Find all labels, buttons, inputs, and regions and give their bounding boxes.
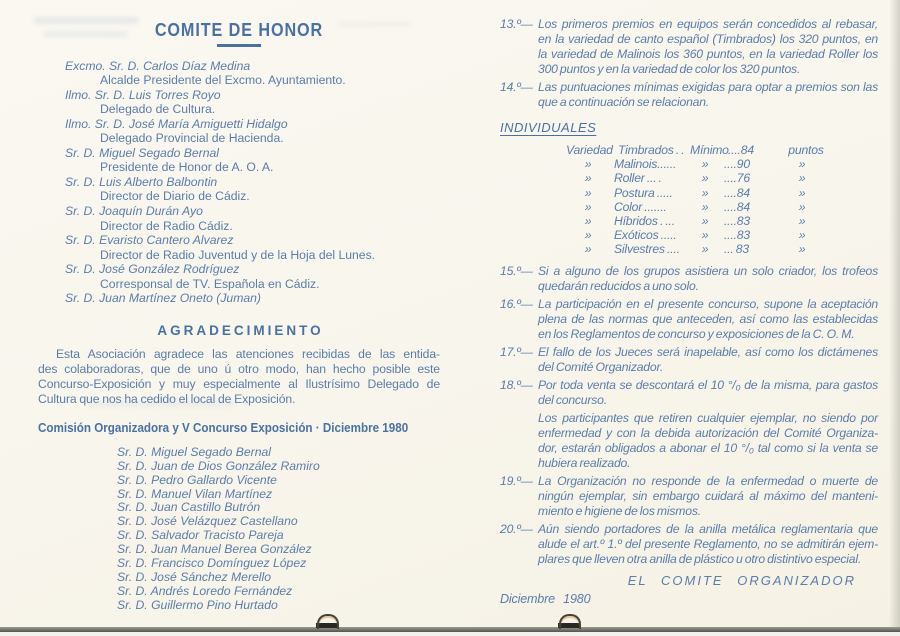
honor-member (38, 175, 440, 204)
rule-line: enfermedad y con la debida autorización del Comité Organiza- (538, 425, 878, 440)
individuales-cell: » (701, 157, 709, 172)
individuales-row (562, 200, 878, 214)
honor-member-role: Director de Diario de Cádiz. (100, 189, 250, 204)
honor-member-role: Alcalde Presidente del Excmo. Ayuntamiento. (100, 73, 346, 88)
rule-number: 15.º— (500, 263, 533, 278)
rule-number: 18.º— (500, 377, 533, 392)
agradecimiento-paragraph (38, 347, 440, 407)
individuales-cell: ....84 (728, 143, 754, 157)
paragraph-line: Concurso-Exposición y muy especialmente al Ilustrísimo Delegado de (38, 376, 440, 391)
rule-text (538, 297, 878, 342)
staple-wire (559, 614, 581, 629)
committee-member: Sr. D. Juan Manuel Berea González (117, 542, 312, 557)
rule-line: alude el art.º 1.º del presente Reglamento, no se admitirán ejem- (538, 536, 878, 551)
individuales-cell: ....84 (724, 199, 750, 214)
rule-line: plares que lleven otra anilla de plástico u otro distintivo especial. (538, 551, 862, 566)
title-underline (217, 44, 261, 47)
scan-edge-shadow (889, 0, 900, 628)
individuales-cell: ....83 (724, 214, 750, 229)
rule-line: del concurso. (538, 392, 607, 407)
individuales-cell: » (701, 228, 709, 243)
individuales-cell: » (798, 242, 806, 257)
rule-text (538, 411, 878, 471)
individuales-row (562, 186, 878, 200)
honor-member-name: Sr. D. Juan Martínez Oneto (Juman) (65, 291, 261, 306)
rule-text (538, 474, 878, 519)
honor-member-role: Presidente de Honor de A. O. A. (100, 160, 274, 175)
committee-member: Sr. D. Juan Castillo Butrón (117, 500, 261, 515)
individuales-cell: ....90 (724, 157, 750, 172)
individuales-cell: Postura ..... (614, 185, 673, 200)
rule-number: 17.º— (500, 344, 533, 359)
honor-member (38, 204, 440, 233)
individuales-cell: ... 83 (724, 242, 749, 257)
honor-member-role: Corresponsal de TV. Española en Cádiz. (100, 276, 320, 291)
individuales-cell: » (584, 157, 592, 172)
individuales-heading: INDIVIDUALES (500, 120, 597, 135)
honor-member (38, 88, 440, 117)
rule-line: quedarán reducidos a uno solo. (538, 278, 699, 293)
individuales-row (562, 143, 878, 157)
committee-member: Sr. D. José Velázquez Castellano (117, 514, 298, 529)
individuales-cell: » (798, 185, 806, 200)
individuales-row (562, 228, 878, 242)
honor-member (38, 291, 440, 306)
individuales-cell: » (584, 214, 592, 229)
rule-number (500, 411, 538, 471)
individuales-cell: puntos (788, 143, 824, 157)
rule-item (500, 411, 878, 471)
rules-15-20 (500, 264, 878, 567)
individuales-cell: » (584, 242, 592, 257)
individuales-cell: » (701, 242, 709, 257)
scanner-background (0, 632, 900, 636)
rule-line: Las puntuaciones mínimas exigidas para optar a premios son las (538, 80, 878, 94)
individuales-cell: Color ....... (614, 199, 667, 214)
individuales-cell: » (701, 171, 709, 186)
rule-item (500, 264, 878, 294)
date-line: Diciembre 1980 (500, 591, 591, 606)
rule-line: en la variedad de canto español (Timbrados) los 320 puntos, en (538, 32, 878, 46)
individuales-row (562, 242, 878, 256)
committee-member: Sr. D. Manuel Vilan Martínez (117, 486, 273, 501)
individuales-cell: Roller ... . (614, 171, 662, 186)
honor-member-name: Sr. D. Joaquín Durán Ayo (65, 203, 203, 218)
individuales-cell: Variedad (566, 143, 613, 157)
rule-line: Aún siendo portadores de la anilla metálica reglamentaria que (538, 521, 878, 536)
honor-member-role: Director de Radio Cádiz. (100, 218, 233, 233)
individuales-cell: » (701, 199, 709, 214)
committee-heading: Comisión Organizadora y V Concurso Exposición · Diciembre 1980 (38, 420, 409, 435)
individuales-cell: Mínimo (690, 143, 729, 157)
rule-line: que a continuación se relacionan. (538, 95, 709, 109)
committee-members-list (38, 446, 440, 613)
individuales-cell: » (798, 214, 806, 229)
committee-member: Sr. D. Francisco Domínguez López (117, 556, 307, 571)
individuales-cell: » (584, 199, 592, 214)
rule-item (500, 522, 878, 567)
individuales-row (562, 214, 878, 228)
individuales-table (562, 143, 878, 257)
individuales-cell: » (798, 228, 806, 243)
rule-line: plena de las normas que anteceden, así como las establecidas (538, 311, 878, 326)
honor-member-name: Excmo. Sr. D. Carlos Díaz Medina (65, 58, 251, 73)
page-left (38, 14, 440, 613)
individuales-cell: » (798, 157, 806, 172)
honor-member (38, 146, 440, 175)
paragraph-line: des colaboradoras, que de uno ú otro modo, han hecho posible este (38, 361, 440, 376)
honor-member-name: Sr. D. José González Rodríguez (65, 262, 240, 277)
honor-member-name: Ilmo. Sr. D. Luis Torres Royo (65, 87, 221, 102)
rule-number: 19.º— (500, 473, 533, 488)
committee-member: Sr. D. Andrés Loredo Fernández (117, 583, 293, 598)
rule-line: la variedad de Malinois los 360 puntos, en la variedad Roller los (538, 47, 878, 61)
individuales-row (562, 171, 878, 185)
individuales-cell: Híbridos . ... (614, 214, 675, 229)
rule-line: en los Reglamentos de concurso y exposiciones de la C. O. M. (538, 326, 855, 341)
individuales-cell: ....83 (724, 228, 750, 243)
honor-member-name: Sr. D. Miguel Segado Bernal (65, 145, 220, 160)
rule-item (500, 378, 878, 408)
rule-line: Los primeros premios en equipos serán concedidos al rebasar, (538, 17, 878, 31)
individuales-cell: ....76 (724, 171, 750, 186)
honor-member-role: Delegado de Cultura. (100, 102, 216, 117)
rule-line: Si a alguno de los grupos asistiera un solo criador, los trofeos (538, 263, 878, 278)
rule-item (500, 345, 878, 375)
honor-member (38, 262, 440, 291)
rule-number: 13.º— (500, 17, 533, 31)
rule-line: miento e higiene de los mismos. (538, 503, 701, 518)
paragraph-line: Cultura que nos ha cedido el local de Exposición. (38, 391, 296, 406)
honor-member-role: Delegado Provincial de Hacienda. (100, 131, 284, 146)
rule-line: del Comité Organizador. (538, 359, 664, 374)
honor-members-list (38, 59, 440, 306)
agradecimiento-title: AGRADECIMIENTO (157, 322, 324, 338)
committee-member: Sr. D. Guillermo Pino Hurtado (117, 597, 278, 612)
honor-member (38, 117, 440, 146)
honor-member (38, 233, 440, 262)
staple-wire (317, 614, 339, 629)
individuales-cell: » (701, 185, 709, 200)
committee-member: Sr. D. Pedro Gallardo Vicente (117, 472, 277, 487)
honor-member-name: Sr. D. Evaristo Cantero Alvarez (65, 233, 234, 248)
staple-left (316, 614, 338, 628)
individuales-cell: » (584, 185, 592, 200)
honor-member (38, 59, 440, 88)
rule-number: 16.º— (500, 296, 533, 311)
rule-line: hubiera realizado. (538, 455, 631, 470)
committee-member: Sr. D. José Sánchez Merello (117, 569, 271, 584)
paragraph-line: Esta Asociación agradece las atenciones recibidas de las entida- (56, 346, 440, 361)
individuales-cell: » (701, 214, 709, 229)
signature-line: EL COMITE ORGANIZADOR (627, 572, 856, 588)
rule-item (500, 297, 878, 342)
rule-line: La Organización no responde de la enfermedad o muerte de (538, 473, 878, 488)
rule-number: 20.º— (500, 521, 533, 536)
rule-line: Los participantes que retiren cualquier ejemplar, no siendo por (538, 410, 878, 425)
individuales-cell: Exóticos ..... (614, 228, 677, 243)
committee-member: Sr. D. Salvador Tracisto Pareja (117, 528, 284, 543)
individuales-cell: » (584, 171, 592, 186)
rule-line: ningún ejemplar, sin embargo cuidará al máximo del manteni- (538, 488, 878, 503)
individuales-cell: Timbrados . . (618, 143, 685, 157)
rule-line: 300 puntos y en la variedad de color los 320 puntos. (538, 62, 801, 76)
rules-13-14 (500, 17, 878, 110)
rule-item (500, 80, 878, 110)
rule-number: 14.º— (500, 80, 533, 94)
honor-member-role: Director de Radio Juventud y de la Hoja del Lunes. (100, 247, 376, 262)
rule-item (500, 17, 878, 77)
rule-line: La participación en el presente concurso, supone la aceptación (538, 296, 878, 311)
staple-right (558, 614, 580, 628)
individuales-cell: Malinois...... (614, 157, 677, 172)
individuales-cell: » (798, 171, 806, 186)
individuales-cell: Silvestres .... (614, 242, 680, 257)
individuales-cell: ....84 (724, 185, 750, 200)
rule-text (538, 80, 878, 110)
committee-member: Sr. D. Juan de Dios González Ramiro (117, 458, 320, 473)
rule-text (538, 378, 878, 408)
page-right (500, 12, 878, 607)
honor-member-name: Sr. D. Luis Alberto Balbontin (65, 174, 218, 189)
individuales-row (562, 157, 878, 171)
page-title: COMITE DE HONOR (154, 20, 324, 40)
individuales-cell: » (798, 199, 806, 214)
honor-member-name: Ilmo. Sr. D. José María Amiguetti Hidalgo (65, 116, 288, 131)
rule-text (538, 264, 878, 294)
rule-line: dor, estarán obligados a abonar el 10 °/₀ tal como si la venta se (538, 440, 878, 455)
individuales-cell: » (584, 228, 592, 243)
rule-text (538, 17, 878, 77)
committee-member: Sr. D. Miguel Segado Bernal (117, 444, 272, 459)
rule-line: El fallo de los Jueces será inapelable, así como los dictámenes (538, 344, 878, 359)
rule-text (538, 345, 878, 375)
rule-line: Por toda venta se descontará el 10 °/₀ de la misma, para gastos (538, 377, 878, 392)
rule-text (538, 522, 878, 567)
rule-item (500, 474, 878, 519)
